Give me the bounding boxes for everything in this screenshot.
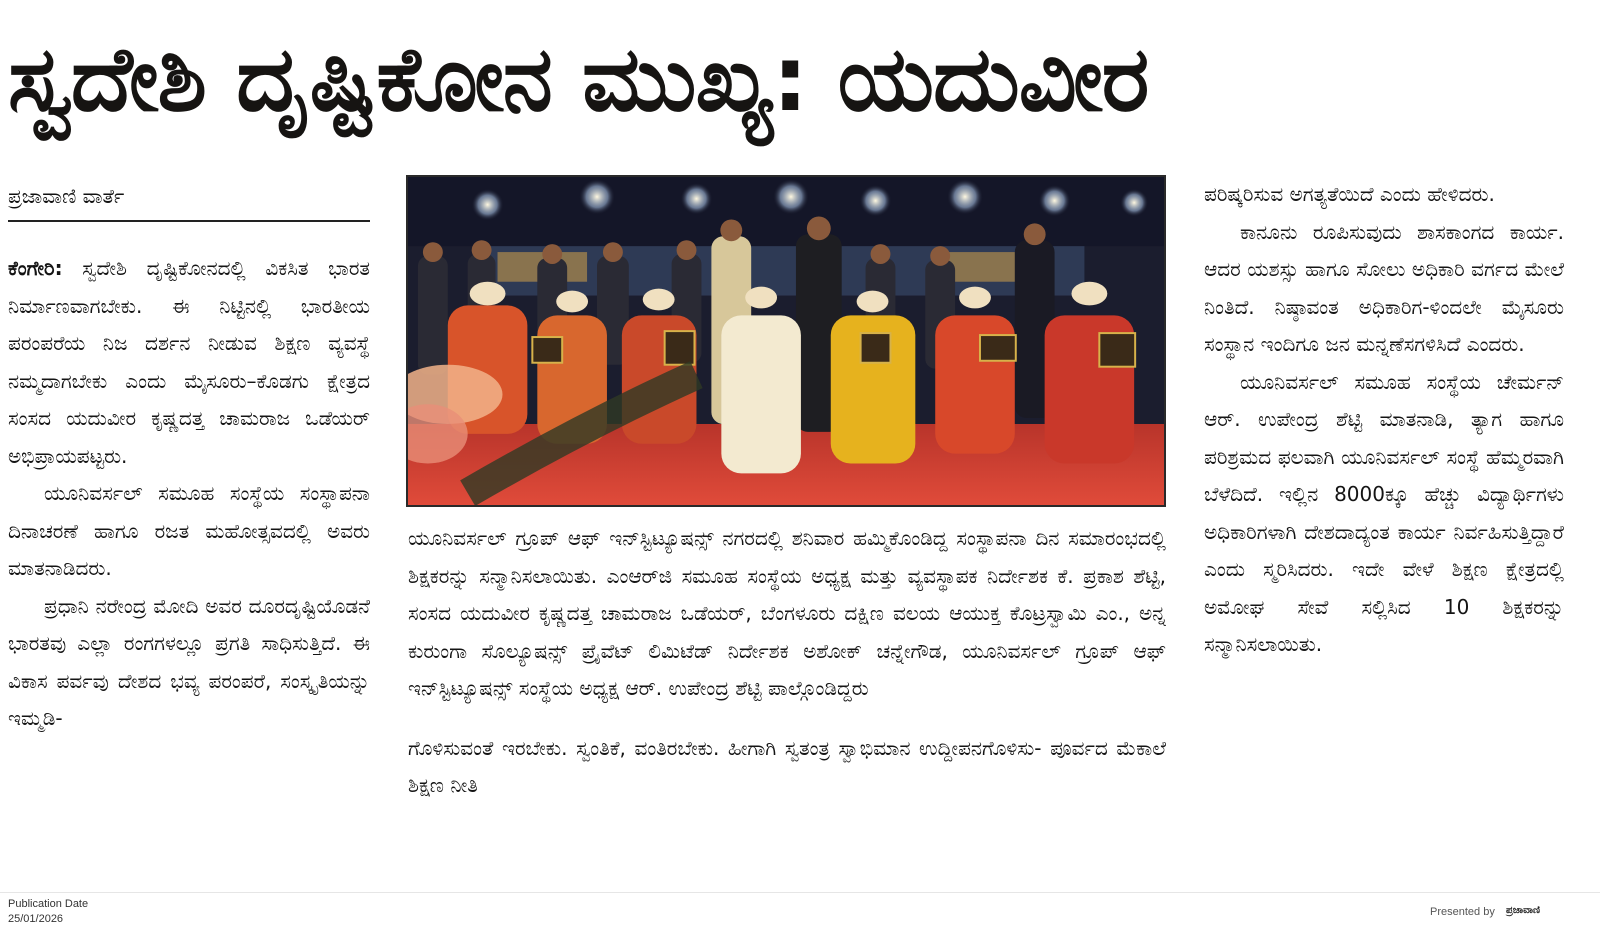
brand-logo: ಪ್ರಜಾವಾಣಿ [1506,905,1541,916]
presented-by-label: Presented by [1430,906,1495,918]
photo-caption-and-text [408,520,1166,890]
headline: ಸ್ವದೇಶಿ ದೃಷ್ಟಿಕೋನ ಮುಖ್ಯ: ಯದುವೀರ [8,27,1149,132]
publication-date-label: Publication Date [8,898,89,910]
dateline: ಕೆಂಗೇರಿ: [8,256,63,280]
photo-caption: ಯೂನಿವರ್ಸಲ್ ಗ್ರೂಪ್ ಆಫ್ ಇನ್‌ಸ್ಟಿಟ್ಯೂಷನ್ಸ್ ನಗರದಲ್ಲಿ ಶನಿವಾರ ಹಮ್ಮಿಕೊಂಡಿದ್ದ ಸಂಸ್ಥಾಪನಾ ದಿನ ಸಮಾರಂಭದಲ್ಲಿ ಶಿಕ್ಷಕರನ್ನು ಸನ್ಮಾನಿಸಲಾಯಿತು. ಎಂಆರ್‌ಜಿ ಸಮೂಹ ಸಂಸ್ಥೆಯ ಅಧ್ಯಕ್ಷ ಮತ್ತು ವ್ಯವಸ್ಥಾಪಕ ನಿರ್ದೇಶಕ ಕೆ. ಪ್ರಕಾಶ ಶೆಟ್ಟಿ, ಸಂಸದ ಯದುವೀರ ಕೃಷ್ಣದತ್ತ ಚಾಮರಾಜ ಒಡೆಯರ್, ಬೆಂಗಳೂರು ದಕ್ಷಿಣ ವಲಯ ಆಯುಕ್ತ ಕೊಟ್ರಸ್ವಾಮಿ ಎಂ., ಅನ್ನ ಕುರುಂಗಾ ಸೊಲ್ಯೂಷನ್ಸ್ ಪ್ರೈವೆಟ್ ಲಿಮಿಟೆಡ್ ನಿರ್ದೇಶಕ ಅಶೋಕ್ ಚನ್ನೇಗೌಡ, ಯೂನಿವರ್ಸಲ್ ಗ್ರೂಪ್ ಆಫ್ ಇನ್‌ಸ್ಟಿಟ್ಯೂಷನ್ಸ್ ಸಂಸ್ಥೆಯ ಅಧ್ಯಕ್ಷ ಆರ್. ಉಪೇಂದ್ರ ಶೆಟ್ಟಿ ಪಾಲ್ಗೊಂಡಿದ್ದರು [408,526,1166,700]
spacer [408,708,1166,730]
left-paragraph-3: ಪ್ರಧಾನಿ ನರೇಂದ್ರ ಮೋದಿ ಅವರ ದೂರದೃಷ್ಟಿಯೊಡನೆ ಭಾರತವು ಎಲ್ಲಾ ರಂಗಗಳಲ್ಲೂ ಪ್ರಗತಿ ಸಾಧಿಸುತ್ತಿದೆ. ಈ ವಿಕಾಸ ಪರ್ವವು ದೇಶದ ಭವ್ಯ ಪರಂಪರೆ, ಸಂಸ್ಕೃತಿಯನ್ನು ಇಮ್ಮಡಿ- [8,593,370,730]
right-paragraph-3: ಯೂನಿವರ್ಸಲ್ ಸಮೂಹ ಸಂಸ್ಥೆಯ ಚೇರ್ಮನ್ ಆರ್. ಉಪೇಂದ್ರ ಶೆಟ್ಟಿ ಮಾತನಾಡಿ, ತ್ಯಾಗ ಹಾಗೂ ಪರಿಶ್ರಮದ ಫಲವಾಗಿ ಯೂನಿವರ್ಸಲ್ ಸಂಸ್ಥೆ ಹೆಮ್ಮರವಾಗಿ ಬೆಳೆದಿದೆ. ಇಲ್ಲಿನ 8000ಕ್ಕೂ ಹೆಚ್ಚು ವಿದ್ಯಾರ್ಥಿಗಳು ಅಧಿಕಾರಿಗಳಾಗಿ ದೇಶದಾದ್ಯಂತ ಕಾರ್ಯ ನಿರ್ವಹಿಸುತ್ತಿದ್ದಾರೆ ಎಂದು ಸ್ಮರಿಸಿದರು. ಇದೇ ವೇಳೆ ಶಿಕ್ಷಣ ಕ್ಷೇತ್ರದಲ್ಲಿ ಅಮೋಘ ಸೇವೆ ಸಲ್ಲಿಸಿದ 10 ಶಿಕ್ಷಕರನ್ನು ಸನ್ಮಾನಿಸಲಾಯಿತು. [1204,369,1564,656]
left-paragraph-2: ಯೂನಿವರ್ಸಲ್ ಸಮೂಹ ಸಂಸ್ಥೆಯ ಸಂಸ್ಥಾಪನಾ ದಿನಾಚರಣೆ ಹಾಗೂ ರಜತ ಮಹೋತ್ಸವದಲ್ಲಿ ಅವರು ಮಾತನಾಡಿದರು. [8,481,370,580]
event-photo [406,175,1166,507]
right-paragraph-2: ಕಾನೂನು ರೂಪಿಸುವುದು ಶಾಸಕಾಂಗದ ಕಾರ್ಯ. ಆದರ ಯಶಸ್ಸು ಹಾಗೂ ಸೋಲು ಅಧಿಕಾರಿ ವರ್ಗದ ಮೇಲೆ ನಿಂತಿದೆ. ನಿಷ್ಠಾವಂತ ಅಧಿಕಾರಿಗ-ಳಿಂದಲೇ ಮೈಸೂರು ಸಂಸ್ಥಾನ ಇಂದಿಗೂ ಜನ ಮನ್ನಣೆಸಗಳಿಸಿದೆ ಎಂದರು. [1204,219,1564,356]
right-column [1204,176,1564,892]
left-paragraph-1-text: ಸ್ವದೇಶಿ ದೃಷ್ಟಿಕೋನದಲ್ಲಿ ವಿಕಸಿತ ಭಾರತ ನಿರ್ಮಾಣವಾಗಬೇಕು. ಈ ನಿಟ್ಟಿನಲ್ಲಿ ಭಾರತೀಯ ಪರಂಪರೆಯ ನಿಜ ದರ್ಶನ ನೀಡುವ ಶಿಕ್ಷಣ ವ್ಯವಸ್ಥೆ ನಮ್ಮದಾಗಬೇಕು ಎಂದು ಮೈಸೂರು–ಕೊಡಗು ಕ್ಷೇತ್ರದ ಸಂಸದ ಯದುವೀರ ಕೃಷ್ಣದತ್ತ ಚಾಮರಾಜ ಒಡೆಯರ್ ಅಭಿಪ್ರಾಯಪಟ್ಟರು. [8,256,370,468]
footer-divider [0,892,1600,893]
right-paragraph-1: ಪರಿಷ್ಕರಿಸುವ ಅಗತ್ಯತೆಯಿದೆ ಎಂದು ಹೇಳಿದರು. [1204,182,1495,206]
left-paragraph-1 [8,250,370,475]
byline: ಪ್ರಜಾವಾಣಿ ವಾರ್ತೆ [8,180,370,222]
left-column [8,250,370,890]
publication-date: 25/01/2026 [8,913,64,925]
middle-paragraph: ಗೊಳಿಸುವಂತೆ ಇರಬೇಕು. ಸ್ವಂತಿಕೆ, ವಂತಿರಬೇಕು. ಹೀಗಾಗಿ ಸ್ವತಂತ್ರ ಸ್ವಾಭಿಮಾನ ಉದ್ದೀಪನಗೊಳಿಸು- ಪೂರ್ವದ ಮೆಕಾಲೆ ಶಿಕ್ಷಣ ನೀತಿ [408,735,1166,797]
event-photo-illustration [408,177,1164,505]
